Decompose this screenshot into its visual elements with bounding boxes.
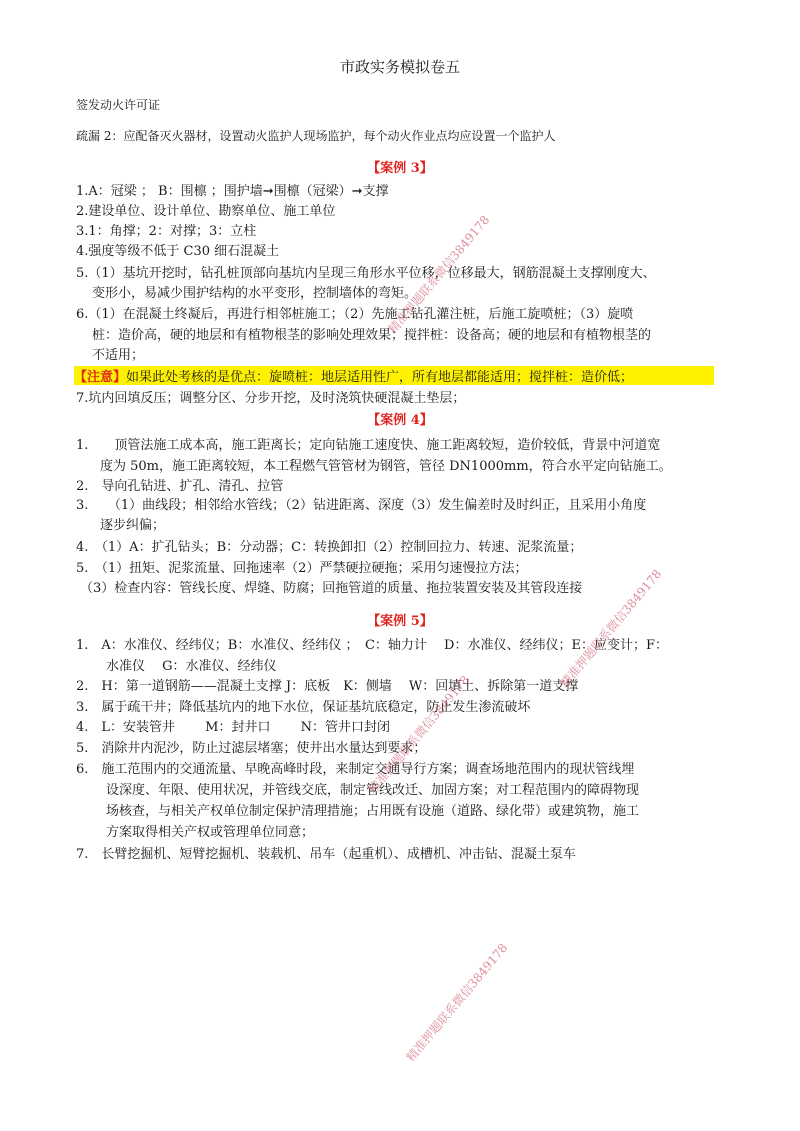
case4-line-4: 4. （1）A：扩孔钻头；B：分动器；C：转换卸扣（2）控制回拉力、转速、泥浆流量；: [76, 540, 583, 555]
case5-line-2: 2. H：第一道钢筋——混凝土支撑 J：底板 K：侧墙 W：回填土、拆除第一道支撑: [76, 679, 579, 694]
case3-line-6b: 桩：造价高，硬的地层和有植物根茎的影响处理效果；搅拌桩：设备高；硬的地层和有植物根茎的: [92, 328, 652, 343]
case4-line-2: 2. 导向孔钻进、扩孔、清孔、拉管: [76, 479, 284, 494]
case3-line-3: 3.1：角撑；2：对撑；3：立柱: [76, 224, 257, 239]
case3-line-5b: 变形小，易减少围护结构的水平变形，控制墙体的弯矩。: [92, 286, 418, 301]
case4-line-5: 5. （1）扭矩、泥浆流量、回拖速率（2）严禁硬拉硬拖；采用匀速慢拉方法；: [76, 561, 528, 576]
case4-line-1b: 度为 50m，施工距离较短，本工程燃气管管材为钢管，管径 DN1000mm，符合水平定向钻施工。: [100, 459, 672, 474]
case4-line-3a: 3. （1）曲线段；相邻给水管线；（2）钻进距离、深度（3）发生偏差时及时纠正，且采用小角度: [76, 498, 647, 513]
case5-line-3: 3. 属于疏干井；降低基坑内的地下水位，保证基坑底稳定，防止发生渗流破坏: [76, 700, 531, 715]
case3-line-6a: 6.（1）在混凝土终凝后，再进行相邻桩施工；（2）先施工钻孔灌注桩，后施工旋喷桩；（3）旋喷: [76, 307, 634, 322]
case5-line-5: 5. 消除井内泥沙，防止过滤层堵塞；使井出水量达到要求；: [76, 741, 427, 756]
watermark-3: 精准押题联系微信3849178: [365, 672, 473, 797]
intro-line-2: 疏漏 2：应配备灭火器材，设置动火监护人现场监护，每个动火作业点均应设置一个监护人: [76, 129, 556, 143]
case5-line-4: 4. L：安装管井 M：封井口 N：管井口封闭: [76, 720, 390, 735]
note-text: 如果此处考核的是优点：旋喷桩：地层适用性广，所有地层都能适用；搅拌桩：造价低；: [126, 370, 634, 385]
case3-line-1: 1.A：冠梁 ； B：围檩 ；围护墙➞围檩（冠梁）➞支撑: [76, 184, 389, 199]
case3-line-5a: 5.（1）基坑开挖时，钻孔桩顶部向基坑内呈现三角形水平位移，位移最大，钢筋混凝土支撑刚度大、: [76, 266, 656, 281]
case5-line-1a: 1. A：水准仪、经纬仪；B：水准仪、经纬仪 ； C：轴力计 D：水准仪、经纬仪；E：应变计；F：: [76, 638, 668, 653]
case3-line-7: 7.坑内回填反压；调整分区、分步开挖，及时浇筑快硬混凝土垫层；: [76, 391, 466, 406]
case3-heading: 【案例 3】: [367, 161, 433, 176]
page-title: 市政实务模拟卷五: [339, 58, 460, 76]
case5-line-6c: 场核查，与相关产权单位制定保护清理措施；占用既有设施（道路、绿化带）或建筑物，施工: [106, 804, 640, 819]
watermark-4: 精准押题联系微信3849178: [403, 940, 511, 1065]
case3-line-4: 4.强度等级不低于 C30 细石混凝土: [76, 244, 280, 259]
case3-line-6c: 不适用；: [92, 348, 145, 363]
case3-line-2: 2.建设单位、设计单位、勘察单位、施工单位: [76, 204, 336, 219]
case5-line-6d: 方案取得相关产权或管理单位同意；: [106, 825, 315, 840]
note-tag: 【注意】: [74, 370, 127, 385]
case5-heading: 【案例 5】: [367, 614, 433, 629]
case4-line-3b: 逐步纠偏；: [100, 518, 166, 533]
case5-line-1b: 水准仪 G：水准仪、经纬仪: [106, 659, 277, 674]
case4-heading: 【案例 4】: [367, 413, 433, 428]
case4-line-6: （3）检查内容：管线长度、焊缝、防腐；回拖管道的质量、拖拉装置安装及其管段连接: [80, 581, 583, 596]
watermark-2: 精准押题联系微信3849178: [557, 566, 665, 691]
case5-line-7: 7. 长臂挖掘机、短臂挖掘机、装载机、吊车（起重机）、成槽机、冲击钻、混凝土泵车: [76, 847, 576, 862]
case3-note: [74, 366, 714, 385]
case4-line-1a: 1. 顶管法施工成本高，施工距离长；定向钻施工速度快、施工距离较短，造价较低，背景中河道宽: [76, 438, 661, 453]
watermark-1: 精准押题联系微信3849178: [385, 212, 493, 337]
case5-line-6a: 6. 施工范围内的交通流量、早晚高峰时段，来制定交通导行方案；调查场地范围内的现状管线埋: [76, 762, 635, 777]
case5-line-6b: 设深度、年限、使用状况，并管线交底，制定管线改迁、加固方案；对工程范围内的障碍物现: [106, 783, 640, 798]
intro-line-1: 签发动火许可证: [76, 98, 161, 112]
